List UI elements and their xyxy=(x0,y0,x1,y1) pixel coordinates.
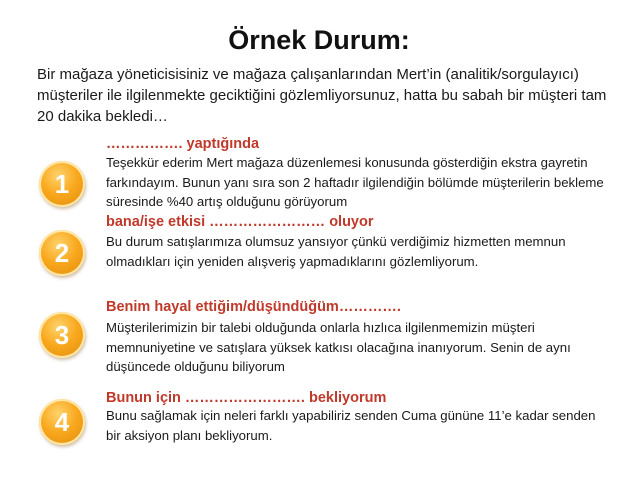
step-heading: Bunun için ……………………. bekliyorum xyxy=(106,390,387,406)
step-heading: Benim hayal ettiğim/düşündüğüm…………. xyxy=(106,299,401,315)
step-number-badge: 1 xyxy=(39,161,85,207)
step-number-badge: 4 xyxy=(39,399,85,445)
step-body: Müşterilerimizin bir talebi olduğunda onlarla hızlıca ilgilenmemizin müşteri memnuniyetine ve satışlara yüksek katkısı olacağına inanıyorum. Senin de aynı düşüncede olduğunu biliyorum xyxy=(106,320,571,374)
step-body: Teşekkür ederim Mert mağaza düzenlemesi konusunda gösterdiğin ekstra gayretin farkındayım. Bunun yanı sıra son 2 haftadır ilgilendiğin bölümde müşterilerin bekleme süresinde %40 artış olduğunu görüyorum xyxy=(106,155,604,209)
step-number-badge: 3 xyxy=(39,312,85,358)
step-body: Bu durum satışlarımıza olumsuz yansıyor çünkü verdiğimiz hizmetten memnun olmadıkları için yeniden alışveriş yapmadıklarını gözlemliyorum. xyxy=(106,234,566,269)
step-body: Bunu sağlamak için neleri farklı yapabiliriz senden Cuma gününe 11’e kadar senden bir aksiyon planı bekliyorum. xyxy=(106,408,596,443)
step-heading: bana/işe etkisi …………………… oluyor xyxy=(106,214,374,230)
intro-paragraph: Bir mağaza yöneticisisiniz ve mağaza çalışanlarından Mert’in (analitik/sorgulayıcı) müşteriler ile ilgilenmekte geciktiğini gözlemliyorsunuz, hatta bu sabah bir müşteri tam 20 dakika bekledi… xyxy=(37,66,607,125)
step-heading: ……………. yaptığında xyxy=(106,136,260,152)
slide-title: Örnek Durum: xyxy=(228,25,410,55)
step-number-badge: 2 xyxy=(39,230,85,276)
